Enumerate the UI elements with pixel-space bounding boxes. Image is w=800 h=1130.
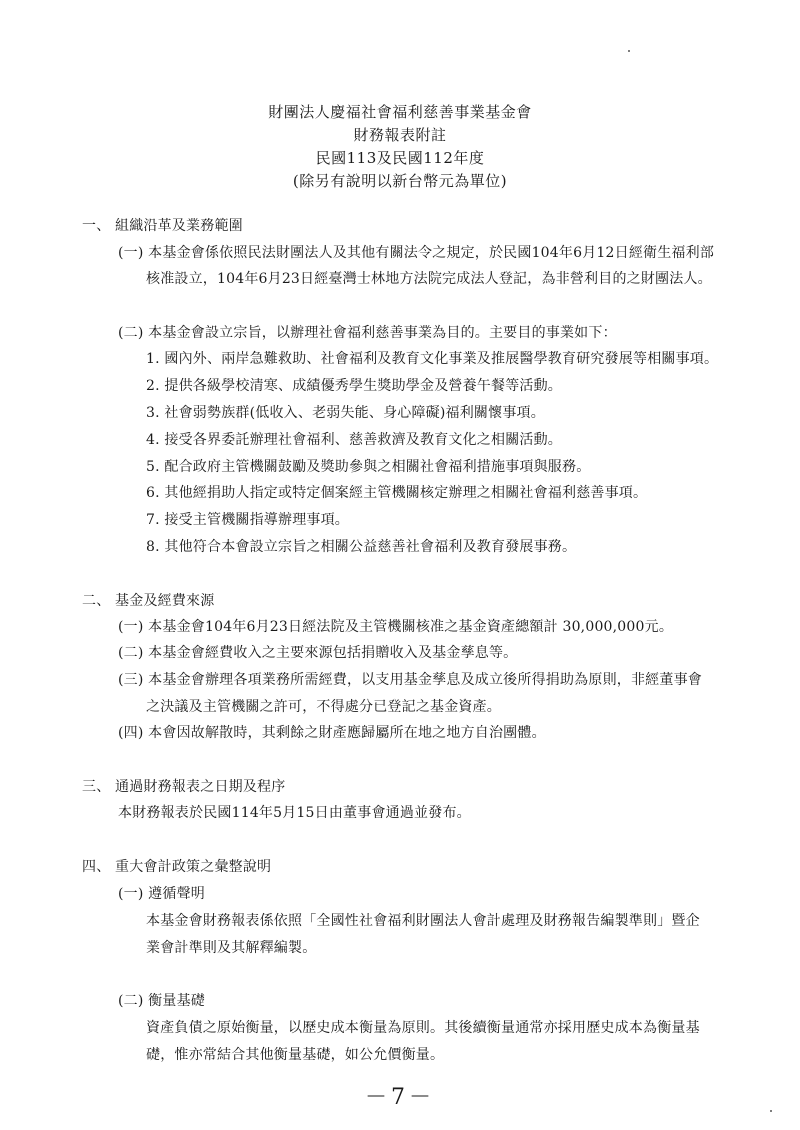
- purpose-item-7: 7. 接受主管機關指導辦理事項。: [146, 512, 350, 528]
- section-4-sub-2-line-1: 資產負債之原始衡量，以歷史成本衡量為原則。其後續衡量通常亦採用歷史成本為衡量基: [146, 1020, 700, 1036]
- section-1-para-2-intro: (二) 本基金會設立宗旨，以辦理社會福利慈善事業為目的。主要目的事業如下：: [118, 325, 617, 341]
- section-4-sub-2-heading: (二) 衡量基礎: [118, 993, 205, 1009]
- section-4-sub-2-line-2: 礎，惟亦常結合其他衡量基礎，如公允價衡量。: [146, 1047, 445, 1063]
- section-4-heading: 四、 重大會計政策之彙整說明: [82, 859, 272, 875]
- section-4-sub-1-line-2: 業會計準則及其解釋編製。: [146, 940, 317, 956]
- section-2-para-3-line-1: (三) 本基金會辦理各項業務所需經費，以支用基金孳息及成立後所得捐助為原則，非經董事會: [118, 672, 702, 688]
- purpose-item-2: 2. 提供各級學校清寒、成績優秀學生獎助學金及營養午餐等活動。: [146, 378, 563, 394]
- currency-note: (除另有說明以新台幣元為單位): [292, 172, 508, 190]
- scan-speck: [628, 50, 630, 52]
- section-4-sub-1-line-1: 本基金會財務報表係依照「全國性社會福利財團法人會計處理及財務報告編製準則」暨企: [146, 913, 700, 929]
- purpose-item-8: 8. 其他符合本會設立宗旨之相關公益慈善社會福利及教育發展事務。: [146, 539, 577, 555]
- scan-speck: [770, 1110, 772, 1112]
- section-2-para-1: (一) 本基金會104年6月23日經法院及主管機關核准之基金資產總額計 30,000,000元。: [118, 619, 674, 635]
- section-1-para-1-line-2: 核准設立，104年6月23日經臺灣士林地方法院完成法人登記，為非營利目的之財團法人。: [146, 271, 712, 287]
- report-period: 民國113及民國112年度: [315, 149, 485, 167]
- section-1-heading: 一、 組織沿革及業務範圍: [82, 218, 243, 234]
- purpose-item-4: 4. 接受各界委託辦理社會福利、慈善救濟及教育文化之相關活動。: [146, 432, 563, 448]
- org-title: 財團法人慶福社會福利慈善事業基金會: [268, 103, 532, 121]
- purpose-item-6: 6. 其他經捐助人指定或特定個案經主管機關核定辦理之相關社會福利慈善事項。: [146, 485, 648, 501]
- purpose-item-5: 5. 配合政府主管機關鼓勵及獎助參與之相關社會福利措施事項與服務。: [146, 459, 591, 475]
- section-2-para-4: (四) 本會因故解散時，其剩餘之財產應歸屬所在地之地方自治團體。: [118, 725, 546, 741]
- section-2-para-3-line-2: 之決議及主管機關之許可，不得處分已登記之基金資產。: [146, 699, 501, 715]
- purpose-item-3: 3. 社會弱勢族群(低收入、老弱失能、身心障礙)福利關懷事項。: [146, 405, 545, 421]
- section-4-sub-1-heading: (一) 遵循聲明: [118, 886, 205, 902]
- page-number: －7－: [365, 1085, 435, 1110]
- purpose-item-1: 1. 國內外、兩岸急難救助、社會福利及教育文化事業及推展醫學教育研究發展等相關事項。: [146, 351, 719, 367]
- section-3-body: 本財務報表於民國114年5月15日由董事會通過並發布。: [118, 805, 471, 821]
- report-title: 財務報表附註: [353, 126, 447, 144]
- section-2-heading: 二、 基金及經費來源: [82, 593, 215, 609]
- section-3-heading: 三、 通過財務報表之日期及程序: [82, 779, 286, 795]
- section-2-para-2: (二) 本基金會經費收入之主要來源包括捐贈收入及基金孳息等。: [118, 645, 518, 661]
- section-1-para-1-line-1: (一) 本基金會係依照民法財團法人及其他有關法令之規定，於民國104年6月12日經衛生福利部: [118, 245, 715, 261]
